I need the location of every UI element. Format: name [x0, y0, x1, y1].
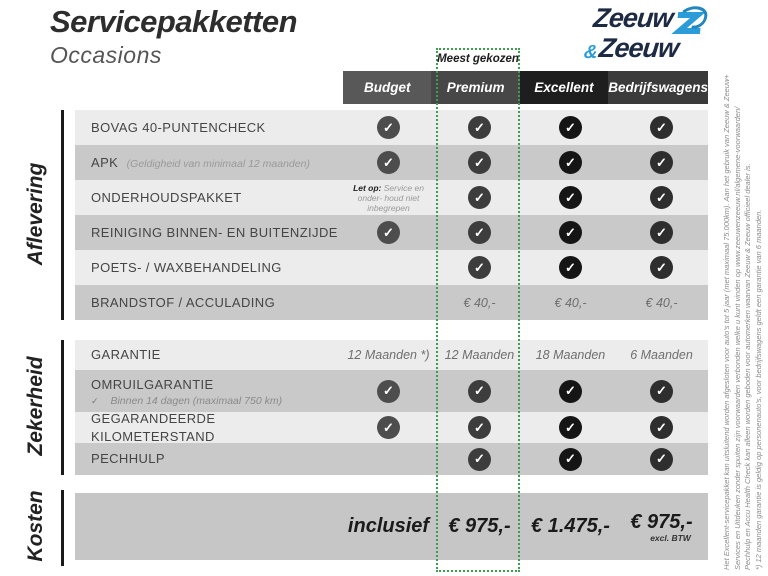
row-subnote: ✓ Binnen 14 dagen (maximaal 750 km) — [91, 394, 283, 407]
column-header-bedrijfswagens: Bedrijfswagens — [608, 71, 708, 104]
check-icon: ✓ — [559, 221, 582, 244]
section-label-kosten: Kosten — [24, 490, 47, 562]
column-headers — [343, 71, 708, 104]
check-icon: ✓ — [468, 151, 491, 174]
check-icon: ✓ — [559, 416, 582, 439]
table-row-brandstof — [75, 285, 708, 320]
section-label-zekerheid: Zekerheid — [24, 356, 47, 456]
column-header-premium: Premium — [431, 71, 519, 104]
table-row-pechhulp — [75, 443, 708, 475]
table-row-garantie — [75, 340, 708, 370]
check-icon: ✓ — [377, 380, 400, 403]
kosten-budget: inclusief — [347, 515, 430, 537]
price-value: € 40,- — [554, 295, 587, 310]
zeeuw-logo — [582, 3, 710, 63]
column-header-budget: Budget — [343, 71, 431, 104]
check-icon: ✓ — [650, 221, 673, 244]
page-subtitle: Occasions — [50, 42, 162, 68]
garantie-value: 12 Maanden — [444, 348, 515, 362]
kosten-section-line — [61, 490, 64, 566]
check-icon: ✓ — [468, 448, 491, 471]
check-icon: ✓ — [650, 256, 673, 279]
check-icon: ✓ — [650, 186, 673, 209]
check-icon: ✓ — [650, 380, 673, 403]
check-icon: ✓ — [468, 221, 491, 244]
table-row-kilometerstand — [75, 412, 708, 443]
budget-exclusion-note: Let op: Service en onder- houd niet inbegrepen — [353, 182, 424, 213]
row-label: GARANTIE — [91, 347, 161, 362]
logo-word-top: Zeeuw — [592, 3, 675, 33]
logo-word-bottom: Zeeuw — [597, 33, 680, 63]
kosten-excellent: € 1.475,- — [531, 515, 610, 537]
footnote-line: *) 12 maanden garantie is geldig op personenauto's, voor bedrijfswagens geldt een garantie van 6 maanden. — [753, 209, 763, 570]
table-row-omruilgarantie — [75, 370, 708, 412]
check-icon: ✓ — [377, 116, 400, 139]
check-icon: ✓ — [650, 151, 673, 174]
btw-note: excl. BTW — [650, 532, 691, 543]
check-icon: ✓ — [377, 221, 400, 244]
check-icon: ✓ — [468, 416, 491, 439]
check-icon: ✓ — [468, 256, 491, 279]
footnote-line: Services en Uitdeuken zonder spuiten zijn voorwaarden verbonden welke u kunt vinden op www.zeeuwenzeeuw.nl/algemene-voorwaarden/ — [732, 106, 742, 570]
check-icon: ✓ — [377, 416, 400, 439]
row-note: (Geldigheid van minimaal 12 maanden) — [126, 157, 310, 170]
row-label: ONDERHOUDSPAKKET — [91, 189, 242, 205]
garantie-value: 18 Maanden — [535, 348, 606, 362]
row-label: APK — [91, 154, 119, 170]
footnotes — [722, 50, 764, 570]
check-icon: ✓ — [559, 116, 582, 139]
kosten-premium: € 975,- — [448, 515, 511, 537]
row-label: BOVAG 40-PUNTENCHECK — [91, 119, 266, 135]
check-icon: ✓ — [559, 151, 582, 174]
check-icon: ✓ — [468, 380, 491, 403]
kosten-bedrijfswagens: € 975,- — [630, 510, 693, 533]
small-check-icon: ✓ — [91, 395, 99, 406]
most-chosen-label: Meest gekozen — [437, 53, 519, 65]
table-row-reiniging — [75, 215, 708, 250]
check-icon: ✓ — [650, 448, 673, 471]
zekerheid-section-line — [61, 340, 64, 475]
check-icon: ✓ — [468, 116, 491, 139]
table-row-apk — [75, 145, 708, 180]
kosten-band — [75, 493, 708, 560]
table-row-poets-wax — [75, 250, 708, 285]
aflevering-section-line — [61, 110, 64, 320]
check-icon: ✓ — [650, 116, 673, 139]
table-row-bovag — [75, 110, 708, 145]
footnote-line: Pechhulp en Accu Health Check kan alleen worden geboden voor automerken waarvan Zeeuw & Zeeuw officieel dealer is. — [743, 163, 752, 570]
section-label-aflevering: Aflevering — [24, 162, 47, 266]
garantie-value: 6 Maanden — [630, 348, 693, 362]
price-value: € 40,- — [463, 295, 496, 310]
column-header-excellent: Excellent — [520, 71, 608, 104]
check-icon: ✓ — [559, 256, 582, 279]
title-block — [50, 4, 297, 69]
row-label: BRANDSTOF / ACCULADING — [91, 294, 276, 310]
check-icon: ✓ — [559, 380, 582, 403]
row-label: POETS- / WAXBEHANDELING — [91, 259, 282, 275]
page-title: Servicepakketten — [50, 4, 298, 39]
check-icon: ✓ — [468, 186, 491, 209]
row-label: OMRUILGARANTIE — [91, 376, 214, 392]
aflevering-section — [75, 110, 708, 320]
row-label: GEGARANDEERDE KILOMETERSTAND — [91, 410, 216, 444]
price-value: € 40,- — [645, 295, 678, 310]
row-label: PECHHULP — [91, 451, 165, 466]
row-label: REINIGING BINNEN- EN BUITENZIJDE — [91, 224, 338, 240]
check-icon: ✓ — [650, 416, 673, 439]
check-icon: ✓ — [377, 151, 400, 174]
logo-ampersand: & — [582, 42, 599, 63]
check-icon: ✓ — [559, 186, 582, 209]
footnote-line: Het Excellent-servicepakket kan uitsluitend worden afgesloten voor auto's tot 5 jaar (met maximaal 75.000km). Aan het gebruik van Zeeuw & Zeeuw+ — [722, 74, 731, 570]
zekerheid-section — [75, 340, 708, 475]
garantie-value: 12 Maanden *) — [347, 348, 430, 362]
check-icon: ✓ — [559, 448, 582, 471]
table-row-onderhoudspakket — [75, 180, 708, 215]
